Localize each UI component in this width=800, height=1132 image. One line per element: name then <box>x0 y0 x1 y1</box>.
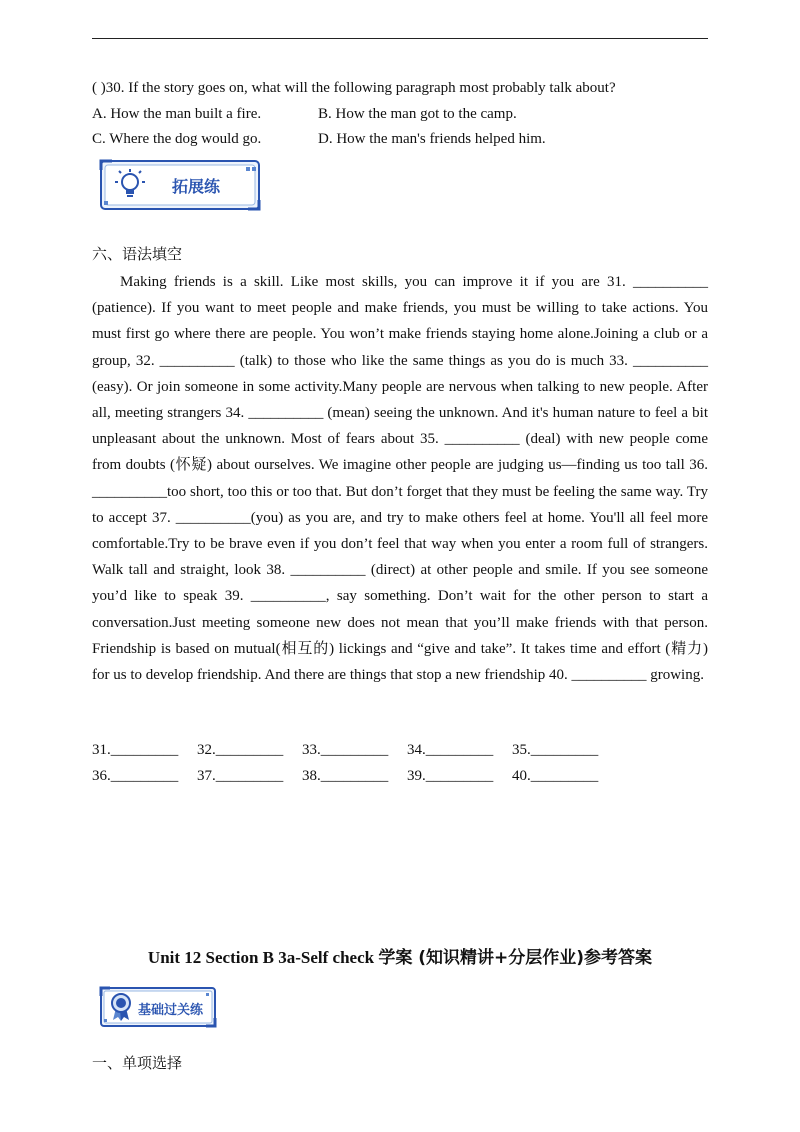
answer-blank-33[interactable]: 33._________ <box>302 742 389 758</box>
cloze-passage-text: Making friends is a skill. Like most skills, you can improve it if you are 31. __________ (patience). If you want to meet people and make friends, you must be willing to take actions. You must first go where there are people. You won’t make friends staying home alone.Joining a club or a group, 32. __________ (talk) to those who like the same things as you do is much 33. __________ (easy). Or join someone in some activity.Many people are nervous when talking to new people. After all, meeting strangers 34. __________ (mean) seeing the unknown. And it's human nature to feel a bit unpleasant about the unknown. Most of fears about 35. __________ (deal) with new people come from doubts (怀疑) about ourselves. We imagine other people are judging us—finding us too tall 36. __________too short, too this or too that. But don’t forget that they must be feeling the same way. Try to accept 37. __________(you) as you are, and try to make others feel at home. You'll all feel more comfortable.Try to be brave even if you don’t feel that way when you enter a room full of strangers. Walk tall and straight, look 38. __________ (direct) at other people and smile. If you see someone you’d like to speak 39. __________, say something. Don’t wait for the other person to start a conversation.Just meeting someone new does not mean that you’ll make friends with that person. Friendship is based on mutual(相互的) lickings and “give and take”. It takes time and effort (精力) for us to develop friendship. And there are things that stop a new friendship 40. __________ growing. <box>92 274 708 684</box>
header-rule <box>92 38 708 39</box>
option-a: A. How the man built a fire. <box>92 106 262 122</box>
answer-blank-38[interactable]: 38._________ <box>302 768 389 784</box>
cloze-passage <box>92 269 708 688</box>
section-6-heading: 六、语法填空 <box>92 245 183 263</box>
answer-row-2 <box>92 766 617 786</box>
option-c: C. Where the dog would go. <box>92 131 262 147</box>
answer-blank-36[interactable]: 36._________ <box>92 768 179 784</box>
section-1-heading: 一、单项选择 <box>92 1054 183 1072</box>
medal-icon <box>108 992 134 1022</box>
answer-blank-35[interactable]: 35._________ <box>512 742 599 758</box>
question-30-stem: ( )30. If the story goes on, what will the following paragraph most probably talk about? <box>92 80 616 96</box>
answer-blank-32[interactable]: 32._________ <box>197 742 284 758</box>
answer-row-1 <box>92 740 617 760</box>
option-d: D. How the man's friends helped him. <box>318 131 546 147</box>
banner-extend-label: 拓展练 <box>172 177 221 196</box>
answer-blank-31[interactable]: 31._________ <box>92 742 179 758</box>
answer-blank-37[interactable]: 37._________ <box>197 768 284 784</box>
answer-blank-40[interactable]: 40._________ <box>512 768 599 784</box>
answer-blank-39[interactable]: 39._________ <box>407 768 494 784</box>
lightbulb-icon <box>112 167 148 203</box>
banner-basic <box>98 985 220 1031</box>
answer-blank-34[interactable]: 34._________ <box>407 742 494 758</box>
banner-extend <box>98 158 264 214</box>
answer-key-title <box>0 946 800 970</box>
option-b: B. How the man got to the camp. <box>318 106 517 122</box>
banner-basic-label: 基础过关练 <box>138 1003 204 1018</box>
answer-key-title-en: Unit 12 Section B 3a-Self check <box>147 948 379 967</box>
answer-key-title-cn: 学案 (知识精讲+分层作业)参考答案 <box>378 948 653 968</box>
